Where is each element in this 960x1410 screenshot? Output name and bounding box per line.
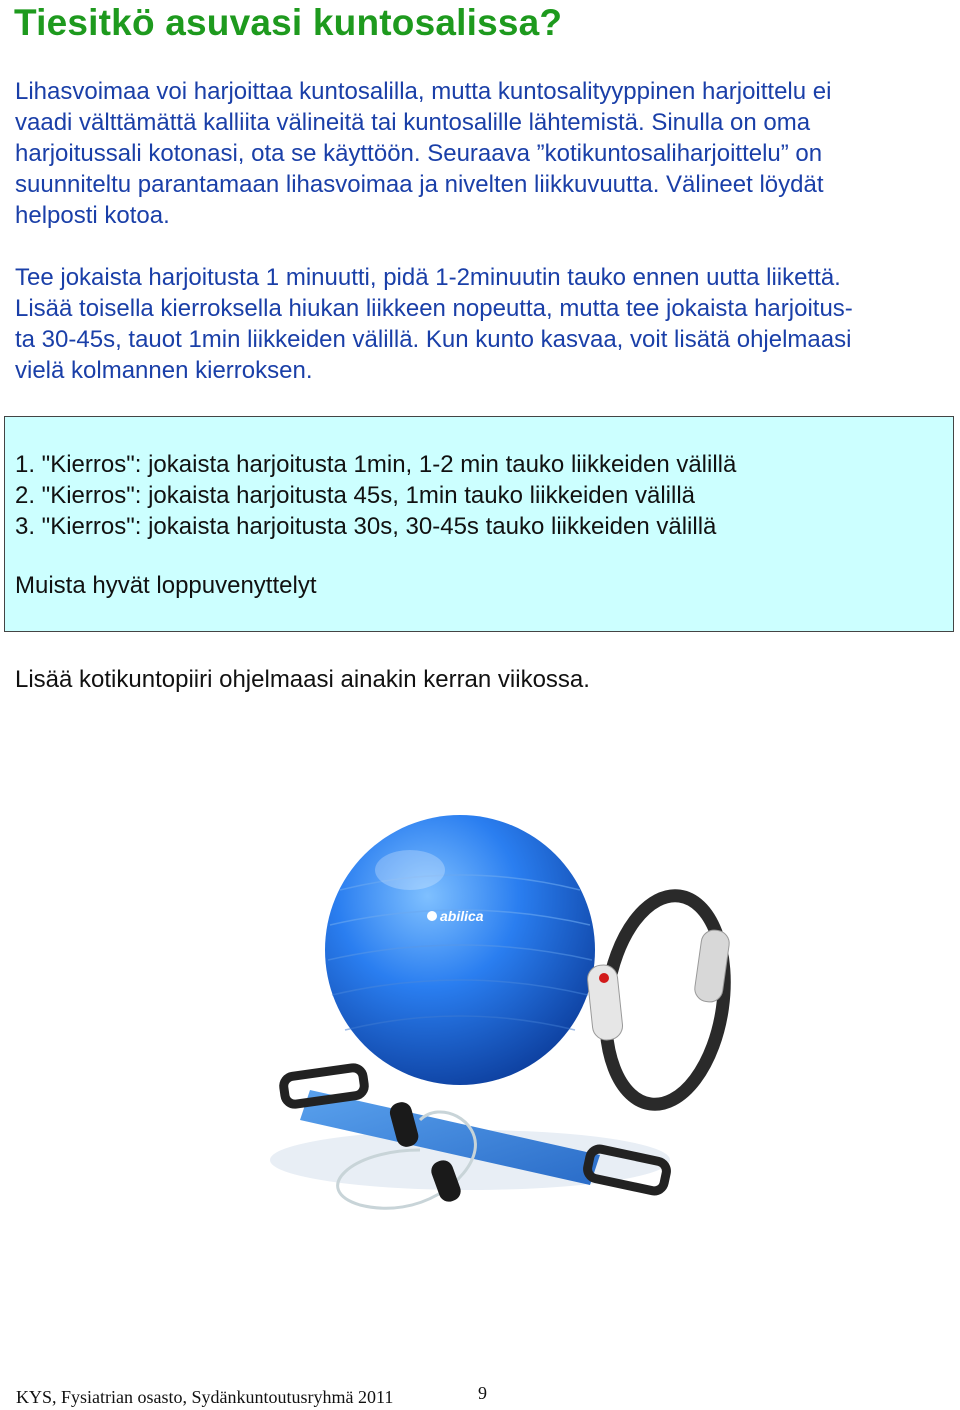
round-item-2: 2. "Kierros": jokaista harjoitusta 45s, 1min tauko liikkeiden välillä — [15, 482, 696, 509]
stretch-reminder: Muista hyvät loppuvenyttelyt — [15, 572, 317, 599]
instruction-line: vielä kolmannen kierroksen. — [15, 357, 313, 384]
intro-line: vaadi välttämättä kalliita välineitä tai kuntosalille lähtemistä. Sinulla on oma — [15, 109, 811, 136]
instruction-paragraph — [15, 262, 950, 386]
instruction-line: Lisää toisella kierroksella hiukan liikkeen nopeutta, mutta tee jokaista harjoitus- — [15, 295, 853, 322]
exercise-ball — [325, 815, 595, 1085]
rounds-box — [4, 416, 954, 632]
page-title: Tiesitkö asuvasi kuntosalissa? — [14, 2, 563, 43]
round-item-3: 3. "Kierros": jokaista harjoitusta 30s, 30-45s tauko liikkeiden välillä — [15, 513, 717, 540]
intro-line: helposti kotoa. — [15, 202, 170, 229]
exercise-equipment-illustration — [270, 760, 740, 1220]
intro-line: Lihasvoimaa voi harjoittaa kuntosalilla, mutta kuntosalityyppinen harjoittelu ei — [15, 78, 832, 105]
weekly-note: Lisää kotikuntopiiri ohjelmaasi ainakin kerran viikossa. — [15, 666, 590, 693]
ball-logo-icon — [427, 911, 437, 921]
intro-paragraph — [15, 76, 950, 231]
instruction-line: Tee jokaista harjoitusta 1 minuutti, pidä 1-2minuutin tauko ennen uutta liikettä. — [15, 264, 841, 291]
round-item-1: 1. "Kierros": jokaista harjoitusta 1min, 1-2 min tauko liikkeiden välillä — [15, 451, 737, 478]
page-number: 9 — [478, 1383, 487, 1403]
ball-brand-label: abilica — [440, 908, 484, 924]
intro-line: suunniteltu parantamaan lihasvoimaa ja nivelten liikkuvuutta. Välineet löydät — [15, 171, 824, 198]
page-footer: KYS, Fysiatrian osasto, Sydänkuntoutusryhmä 2011 — [16, 1387, 394, 1407]
band-handle-left — [282, 1067, 365, 1106]
ring-logo-icon — [599, 973, 609, 983]
intro-line: harjoitussali kotonasi, ota se käyttöön. Seuraava ”kotikuntosaliharjoittelu” on — [15, 140, 823, 167]
pilates-ring — [586, 888, 737, 1112]
instruction-line: ta 30-45s, tauot 1min liikkeiden välillä. Kun kunto kasvaa, voit lisätä ohjelmaasi — [15, 326, 852, 353]
